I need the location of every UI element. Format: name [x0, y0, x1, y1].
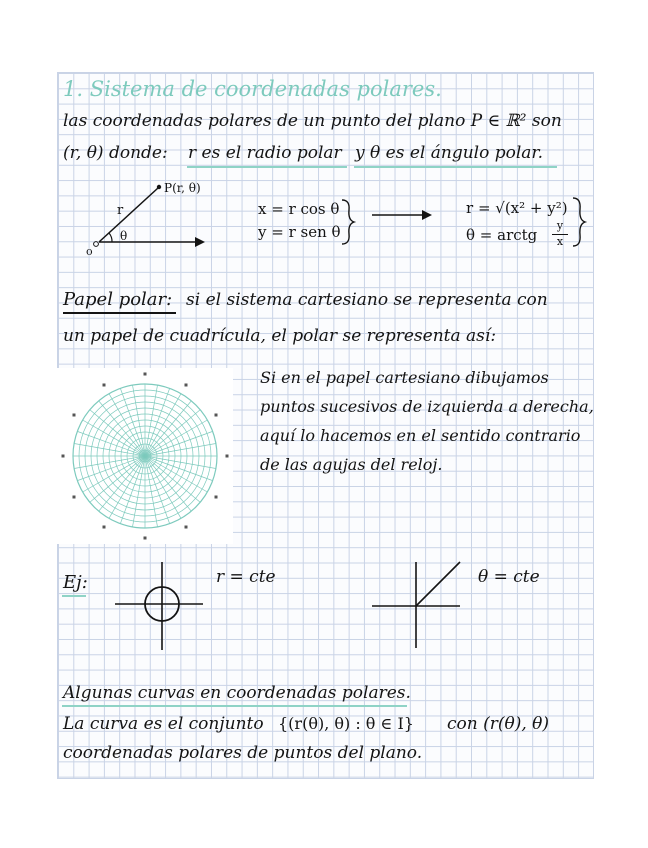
curvas-line-2: coordenadas polares de puntos del plano. [63, 743, 423, 763]
brace-right-1 [340, 198, 360, 246]
polar-tick-mark [185, 526, 188, 529]
polar-tick-mark [215, 496, 218, 499]
curvas-line-1a: La curva es el conjunto [63, 714, 264, 734]
polar-tick-mark [185, 383, 188, 386]
explanation-line-4: de las agujas del reloj. [260, 455, 443, 474]
theta-label: θ [120, 229, 128, 243]
polar-tick-mark [144, 373, 147, 376]
point-label: P(r, θ) [164, 181, 201, 195]
implies-arrow [372, 208, 434, 222]
eq-x: x = r cos θ [258, 200, 340, 218]
ejemplo-eq-2: θ = cte [478, 567, 540, 587]
polar-tick-mark [215, 414, 218, 417]
ray-example [372, 558, 472, 650]
ejemplo-label: Ej: [63, 572, 88, 593]
r-label: r [117, 203, 124, 218]
frac-den: x [556, 235, 564, 248]
intro-line-2c: y θ es el ángulo polar. [355, 143, 544, 163]
eq-y: y = r sen θ [258, 223, 341, 241]
brace-right-2 [571, 196, 591, 248]
eq-theta: θ = arctg [466, 226, 538, 244]
papel-text-1: si el sistema cartesiano se representa con [186, 290, 548, 310]
curvas-line-1c: con (r(θ), θ) [447, 714, 550, 734]
intro-line-1: las coordenadas polares de un punto del plano P ∈ ℝ² son [63, 111, 562, 131]
papel-text-2: un papel de cuadrícula, el polar se representa así: [63, 326, 497, 346]
polar-tick-mark [144, 537, 147, 540]
intro-line-2a: (r, θ) donde: [63, 143, 168, 163]
curvas-heading: Algunas curvas en coordenadas polares. [63, 683, 411, 703]
polar-tick-mark [62, 455, 65, 458]
intro-line-2b: r es el radio polar [188, 143, 342, 163]
frac-num: y [556, 219, 564, 232]
underline-angulo [354, 166, 557, 168]
polar-grid-image [57, 368, 233, 544]
papel-heading: Papel polar: [63, 289, 173, 310]
polar-tick-mark [103, 383, 106, 386]
papel-underline [63, 312, 176, 314]
origin-label: o [86, 245, 93, 258]
eq-r: r = √(x² + y²) [466, 199, 568, 217]
explanation-line-3: aquí lo hacemos en el sentido contrario [260, 426, 581, 445]
polar-tick-mark [226, 455, 229, 458]
circle-example [115, 562, 205, 652]
ejemplo-eq-1: r = cte [216, 567, 276, 587]
explanation-line-1: Si en el papel cartesiano dibujamos [260, 368, 549, 387]
ejemplo-underline [62, 595, 86, 597]
section-title: 1. Sistema de coordenadas polares. [63, 77, 442, 101]
explanation-line-2: puntos sucesivos de izquierda a derecha, [260, 397, 594, 416]
polar-tick-mark [72, 496, 75, 499]
curvas-underline [62, 705, 407, 707]
polar-tick-mark [103, 526, 106, 529]
polar-tick-mark [72, 414, 75, 417]
curvas-set: {(r(θ), θ) : θ ∈ I} [278, 714, 414, 733]
underline-radio [187, 166, 347, 168]
